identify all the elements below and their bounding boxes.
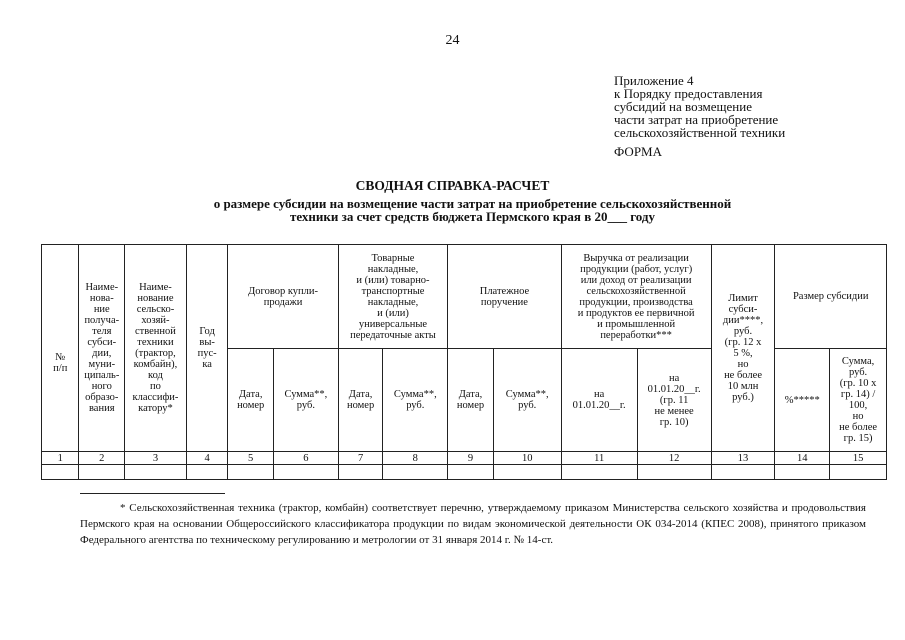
header-subsidy-percent: %***** <box>775 349 830 452</box>
header-invoice-date: Дата, номер <box>338 349 383 452</box>
header-invoices: Товарные накладные, и (или) товарно- транспортные накладные, и (или) универсальные передаточные акты <box>338 245 447 349</box>
column-number: 13 <box>711 452 775 465</box>
empty-cell <box>637 465 711 480</box>
empty-cell <box>711 465 775 480</box>
header-subsidy-limit: Лимит субси- дии****, руб. (гр. 12 x 5 %, но не более 10 млн руб.) <box>711 245 775 452</box>
column-number: 10 <box>493 452 561 465</box>
column-number: 15 <box>830 452 887 465</box>
appendix-line: части затрат на приобретение <box>614 112 779 127</box>
column-number: 6 <box>273 452 338 465</box>
column-number: 14 <box>775 452 830 465</box>
column-number: 7 <box>338 452 383 465</box>
empty-cell <box>561 465 637 480</box>
header-payment-sum: Сумма**, руб. <box>493 349 561 452</box>
empty-cell <box>383 465 448 480</box>
column-number: 4 <box>186 452 228 465</box>
empty-cell <box>338 465 383 480</box>
header-invoice-sum: Сумма**, руб. <box>383 349 448 452</box>
column-number: 2 <box>79 452 125 465</box>
calculation-table <box>41 244 887 480</box>
header-subsidy-sum: Сумма, руб. (гр. 10 x гр. 14) / 100, но не более гр. 15) <box>830 349 887 452</box>
empty-cell <box>42 465 79 480</box>
page-number: 24 <box>445 33 460 48</box>
appendix-line: субсидий на возмещение <box>614 99 752 114</box>
empty-cell <box>775 465 830 480</box>
empty-cell <box>79 465 125 480</box>
empty-cell <box>125 465 187 480</box>
header-recipient: Наиме- нова- ние получа- теля субси- дии, муни- ципаль- ного образо- вания <box>79 245 125 452</box>
header-equipment: Наиме- нование сельско- хозяй- ственной техники (трактор, комбайн), код по классифи- катору* <box>125 245 187 452</box>
header-subsidy-size: Размер субсидии <box>775 245 887 349</box>
column-number: 5 <box>228 452 274 465</box>
header-contract: Договор купли- продажи <box>228 245 338 349</box>
header-payment-date: Дата, номер <box>448 349 494 452</box>
form-label: ФОРМА <box>614 144 662 159</box>
empty-cell <box>186 465 228 480</box>
empty-cell <box>493 465 561 480</box>
empty-data-row <box>42 465 887 480</box>
column-number: 9 <box>448 452 494 465</box>
empty-cell <box>273 465 338 480</box>
column-number: 8 <box>383 452 448 465</box>
footnote: * Сельскохозяйственная техника (трактор, комбайн) соответствует перечню, утверждаемому приказом Министерства сельского хозяйства и продовольствия Пермского края на основании Общероссийского классификатора продукции по видам экономической деятельности ОК 034-2014 (КПЕС 2008), принятого приказом Федерального агентства по техническому регулированию и метрологии от 31 января 2014 г. № 14-ст. <box>80 502 866 546</box>
empty-cell <box>228 465 274 480</box>
header-year: Год вы- пус- ка <box>186 245 228 452</box>
header-revenue-start: на 01.01.20__г. <box>561 349 637 452</box>
column-number: 11 <box>561 452 637 465</box>
header-contract-sum: Сумма**, руб. <box>273 349 338 452</box>
subtitle-line-2: техники за счет средств бюджета Пермского края в 20___ году <box>289 209 655 224</box>
header-revenue: Выручка от реализации продукции (работ, услуг) или доход от реализации сельскохозяйственной продукции, производства и продуктов ее первичной и промышленной переработки*** <box>561 245 711 349</box>
header-payment-order: Платежное поручение <box>448 245 561 349</box>
empty-cell <box>448 465 494 480</box>
appendix-line: сельскохозяйственной техники <box>614 125 786 140</box>
subtitle-line-1: о размере субсидии на возмещение части затрат на приобретение сельскохозяйственной <box>213 196 732 211</box>
column-number: 3 <box>125 452 187 465</box>
header-contract-date: Дата, номер <box>228 349 274 452</box>
empty-cell <box>830 465 887 480</box>
appendix-line: к Порядку предоставления <box>614 86 763 101</box>
column-number: 1 <box>42 452 79 465</box>
header-row-number: № п/п <box>42 245 79 452</box>
column-number: 12 <box>637 452 711 465</box>
document-subtitle <box>0 197 905 223</box>
appendix-line: Приложение 4 <box>614 73 694 88</box>
document-title: СВОДНАЯ СПРАВКА-РАСЧЕТ <box>355 178 550 193</box>
footnote-divider <box>80 493 225 494</box>
appendix-header <box>614 74 785 139</box>
header-revenue-end: на 01.01.20__г. (гр. 11 не менее гр. 10) <box>637 349 711 452</box>
